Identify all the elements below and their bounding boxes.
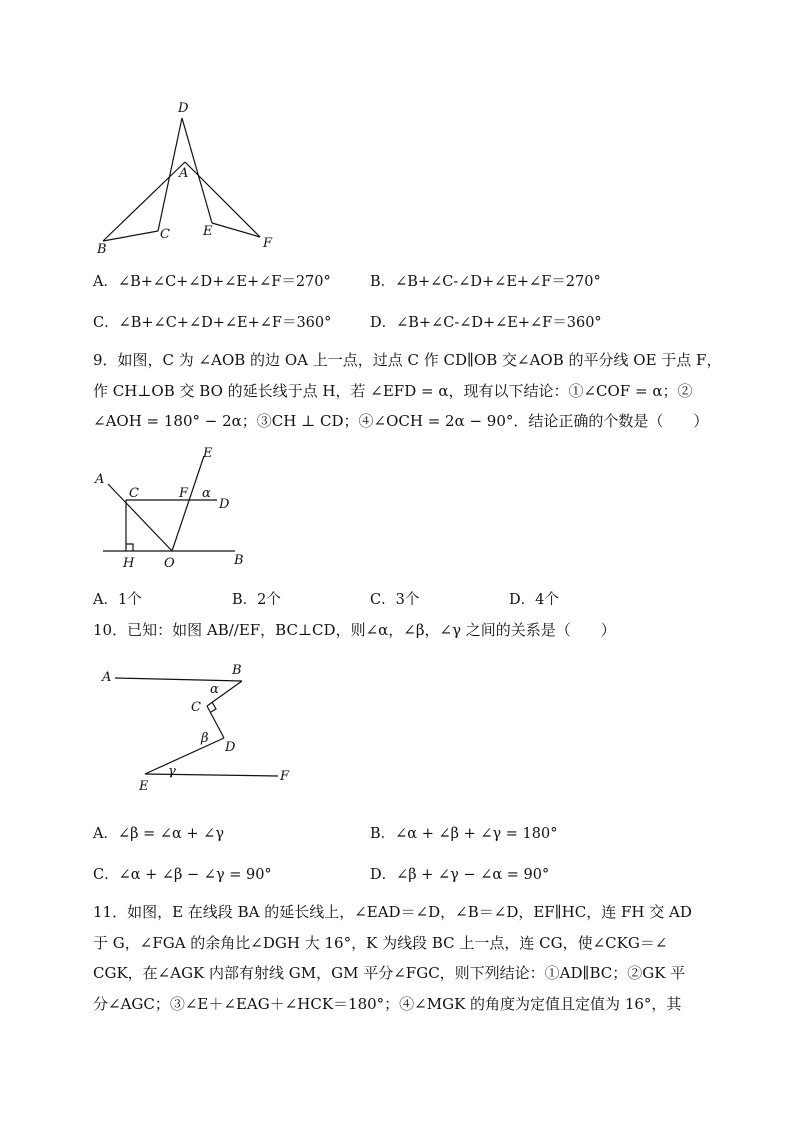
- label-E: E: [139, 779, 149, 794]
- q9-stem-line1: 9．如图，C 为 ∠AOB 的边 OA 上一点，过点 C 作 CD∥OB 交∠AOB 的平分线 OE 于点 F，: [93, 351, 722, 369]
- label-B: B: [232, 663, 242, 678]
- label-F: F: [280, 769, 290, 784]
- label-B: B: [97, 242, 107, 255]
- q8-option-b: B．∠B+∠C-∠D+∠E+∠F＝270°: [370, 274, 601, 290]
- q9-option-c: C．3个: [370, 592, 420, 608]
- label-D: D: [225, 740, 236, 755]
- label-C: C: [129, 486, 139, 501]
- q8-option-d: D．∠B+∠C-∠D+∠E+∠F＝360°: [370, 315, 602, 331]
- label-D: D: [178, 101, 189, 116]
- q10-option-a: A．∠β = ∠α + ∠γ: [93, 826, 224, 842]
- figure-q9: [90, 440, 270, 575]
- label-A: A: [102, 670, 112, 685]
- q8-option-c: C．∠B+∠C+∠D+∠E+∠F＝360°: [93, 315, 332, 331]
- q11-stem-line3: CGK，在∠AGK 内部有射线 GM，GM 平分∠FGC，则下列结论：①AD∥BC；②GK 平: [93, 964, 686, 982]
- label-C: C: [191, 700, 201, 715]
- q11-stem-line1: 11．如图，E 在线段 BA 的延长线上，∠EAD＝∠D，∠B＝∠D，EF∥HC，连 FH 交 AD: [93, 903, 692, 921]
- q9-option-a: A．1个: [93, 592, 142, 608]
- q11-stem-line2: 于 G，∠FGA 的余角比∠DGH 大 16°，K 为线段 BC 上一点，连 CG，使∠CKG＝∠: [93, 934, 668, 952]
- label-alpha: α: [210, 682, 219, 697]
- label-B: B: [234, 553, 244, 568]
- q10-option-d: D．∠β + ∠γ − ∠α = 90°: [370, 867, 550, 883]
- label-C: C: [160, 227, 170, 242]
- q9-option-b: B．2个: [232, 592, 281, 608]
- label-A: A: [95, 472, 105, 487]
- q11-stem-line4: 分∠AGC；③∠E＋∠EAG＋∠HCK＝180°；④∠MGK 的角度为定值且定值为 16°，其: [93, 995, 682, 1013]
- label-F: F: [263, 236, 273, 251]
- label-O: O: [164, 556, 175, 571]
- q10-stem: 10．已知：如图 AB//EF，BC⊥CD，则∠α，∠β，∠γ 之间的关系是（ ）: [93, 621, 616, 639]
- label-gamma: γ: [168, 764, 176, 779]
- label-beta: β: [201, 731, 209, 746]
- label-E: E: [203, 446, 213, 461]
- figure-q10: [95, 660, 305, 795]
- q8-option-a: A．∠B+∠C+∠D+∠E+∠F＝270°: [93, 274, 331, 290]
- label-A: A: [179, 166, 189, 181]
- label-F: F: [179, 486, 189, 501]
- label-D: D: [219, 497, 230, 512]
- label-E: E: [203, 224, 213, 239]
- q9-stem-line3: ∠AOH = 180° − 2α；③CH ⊥ CD；④∠OCH = 2α − 90°．结论正确的个数是（ ）: [93, 412, 709, 430]
- label-H: H: [123, 556, 135, 571]
- q9-option-d: D．4个: [509, 592, 559, 608]
- q10-option-c: C．∠α + ∠β − ∠γ = 90°: [93, 867, 272, 883]
- q10-option-b: B．∠α + ∠β + ∠γ = 180°: [370, 826, 558, 842]
- figure-q8: [90, 95, 290, 255]
- label-alpha: α: [202, 486, 211, 501]
- q9-stem-line2: 作 CH⊥OB 交 BO 的延长线于点 H，若 ∠EFD = α，现有以下结论：①∠COF = α；②: [93, 382, 693, 400]
